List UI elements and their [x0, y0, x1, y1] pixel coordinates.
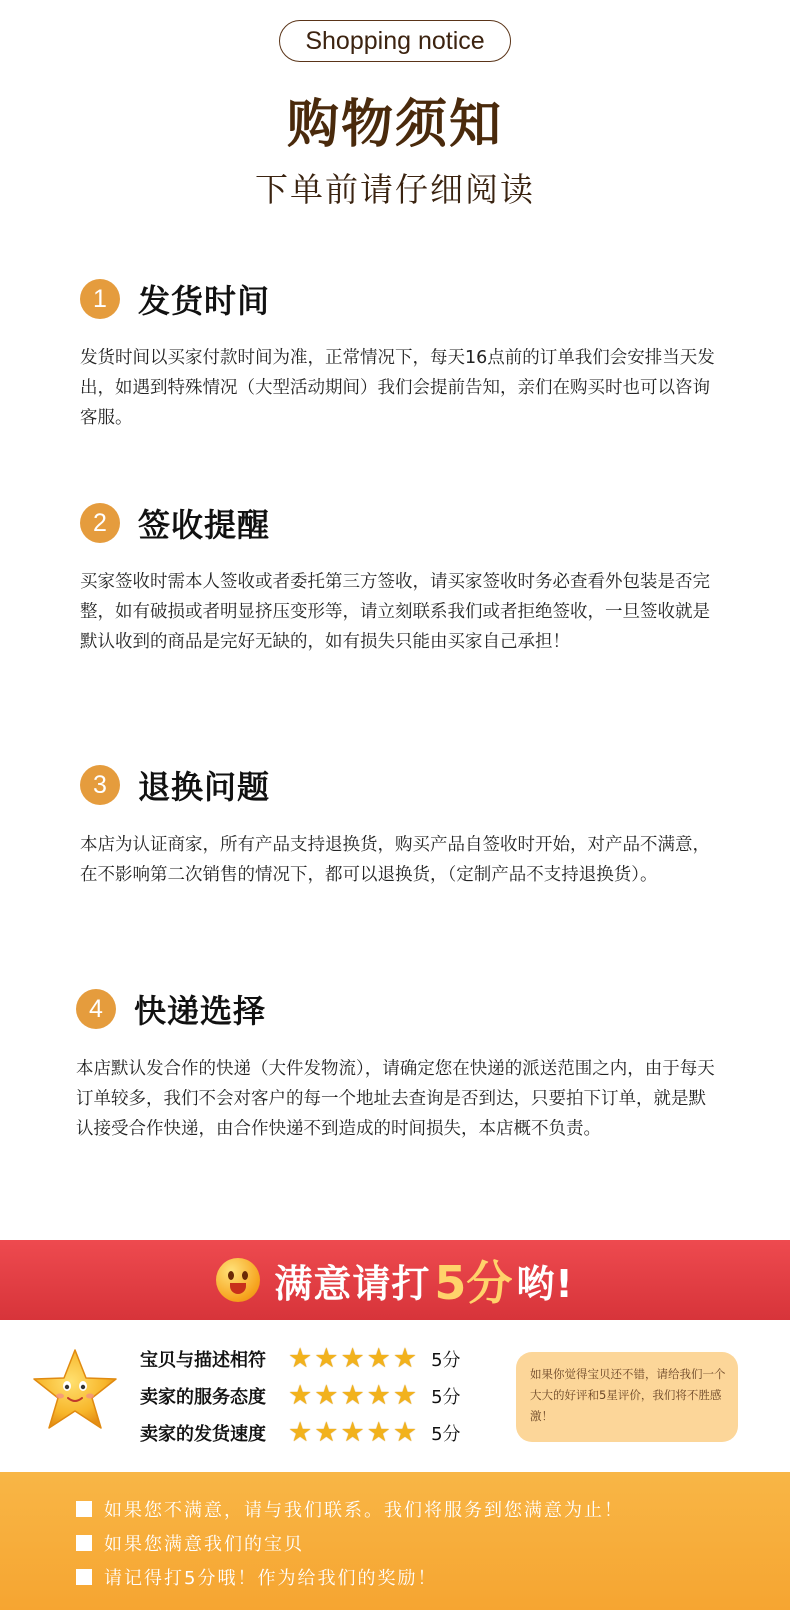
rating-label: 卖家的服务态度 — [140, 1386, 266, 1408]
star-rating — [288, 1418, 417, 1448]
section-heading — [80, 762, 270, 808]
banner-number: 5分 — [434, 1256, 513, 1310]
section-number-badge: 4 — [76, 989, 116, 1029]
review-request-note: 如果你觉得宝贝还不错，请给我们一个大大的好评和5星评价，我们将不胜感激！ — [516, 1352, 738, 1442]
section-number-badge: 1 — [80, 279, 120, 319]
section-heading — [76, 986, 266, 1032]
star-icon: ★ — [314, 1342, 339, 1374]
banner-text-after: 哟! — [516, 1261, 574, 1306]
footer-line-text: 如果您不满意，请与我们联系。我们将服务到您满意为止！ — [104, 1500, 624, 1521]
shopping-notice-pill: Shopping notice — [279, 20, 511, 62]
banner-text-before: 满意请打 — [274, 1261, 431, 1306]
star-rating — [288, 1381, 417, 1411]
rating-label: 卖家的发货速度 — [140, 1423, 266, 1445]
page-title: 购物须知 — [286, 95, 503, 155]
section-title: 发货时间 — [138, 282, 271, 320]
footer-message-panel — [0, 1472, 790, 1610]
footer-line — [76, 1492, 790, 1526]
section-body: 本店为认证商家，所有产品支持退换货，购买产品自签收时开始，对产品不满意，在不影响第二次销售的情况下，都可以退换货，（定制产品不支持退换货）。 — [80, 835, 710, 885]
section-heading — [80, 276, 270, 322]
smiley-face-icon — [216, 1258, 260, 1302]
rating-label: 宝贝与描述相符 — [140, 1349, 266, 1371]
star-icon: ★ — [340, 1379, 365, 1411]
rating-value: 5分 — [431, 1423, 461, 1445]
rating-row-shipping-speed — [140, 1414, 461, 1451]
section-body: 买家签收时需本人签收或者委托第三方签收，请买家签收时务必查看外包装是否完整，如有破损或者明显挤压变形等，请立刻联系我们或者拒绝签收，一旦签收就是默认收到的商品是完好无缺的，如有损失只能由买家自己承担！ — [80, 572, 710, 652]
section-number-badge: 3 — [80, 765, 120, 805]
star-icon: ★ — [288, 1379, 313, 1411]
star-icon: ★ — [288, 1342, 313, 1374]
rating-panel — [0, 1320, 790, 1472]
star-rating — [288, 1344, 417, 1374]
star-icon: ★ — [314, 1416, 339, 1448]
star-icon: ★ — [366, 1416, 391, 1448]
star-icon: ★ — [314, 1379, 339, 1411]
footer-line — [76, 1560, 790, 1594]
star-icon: ★ — [366, 1342, 391, 1374]
star-icon: ★ — [392, 1379, 418, 1411]
section-body: 发货时间以买家付款时间为准，正常情况下，每天16点前的订单我们会安排当天发出，如遇到特殊情况（大型活动期间）我们会提前告知，亲们在购买时也可以咨询客服。 — [80, 348, 715, 428]
bullet-square-icon — [76, 1569, 92, 1585]
rating-value: 5分 — [431, 1386, 461, 1408]
section-title: 退换问题 — [138, 768, 271, 806]
page-subtitle: 下单前请仔细阅读 — [255, 170, 535, 209]
section-title: 快递选择 — [134, 992, 267, 1030]
star-icon: ★ — [392, 1342, 418, 1374]
section-body: 本店默认发合作的快递（大件发物流），请确定您在快递的派送范围之内，由于每天订单较多，我们不会对客户的每一个地址去查询是否到达，只要拍下订单，就是默认接受合作快递，由合作快递不到造成的时间损失，本店概不负责。 — [76, 1059, 715, 1139]
bullet-square-icon — [76, 1535, 92, 1551]
star-mascot-icon — [30, 1346, 120, 1436]
footer-line — [76, 1526, 790, 1560]
footer-line-text: 请记得打5分哦！作为给我们的奖励！ — [104, 1568, 438, 1589]
section-number-badge: 2 — [80, 503, 120, 543]
section-heading — [80, 500, 270, 546]
rating-value: 5分 — [431, 1349, 461, 1371]
star-icon: ★ — [340, 1416, 365, 1448]
star-icon: ★ — [366, 1379, 391, 1411]
star-icon: ★ — [288, 1416, 313, 1448]
rating-banner — [0, 1240, 790, 1320]
rating-row-service — [140, 1377, 461, 1414]
star-icon: ★ — [340, 1342, 365, 1374]
rating-row-description — [140, 1340, 461, 1377]
section-title: 签收提醒 — [138, 506, 271, 544]
rating-rows — [140, 1340, 461, 1451]
bullet-square-icon — [76, 1501, 92, 1517]
star-icon: ★ — [392, 1416, 418, 1448]
footer-line-text: 如果您满意我们的宝贝 — [104, 1534, 304, 1555]
